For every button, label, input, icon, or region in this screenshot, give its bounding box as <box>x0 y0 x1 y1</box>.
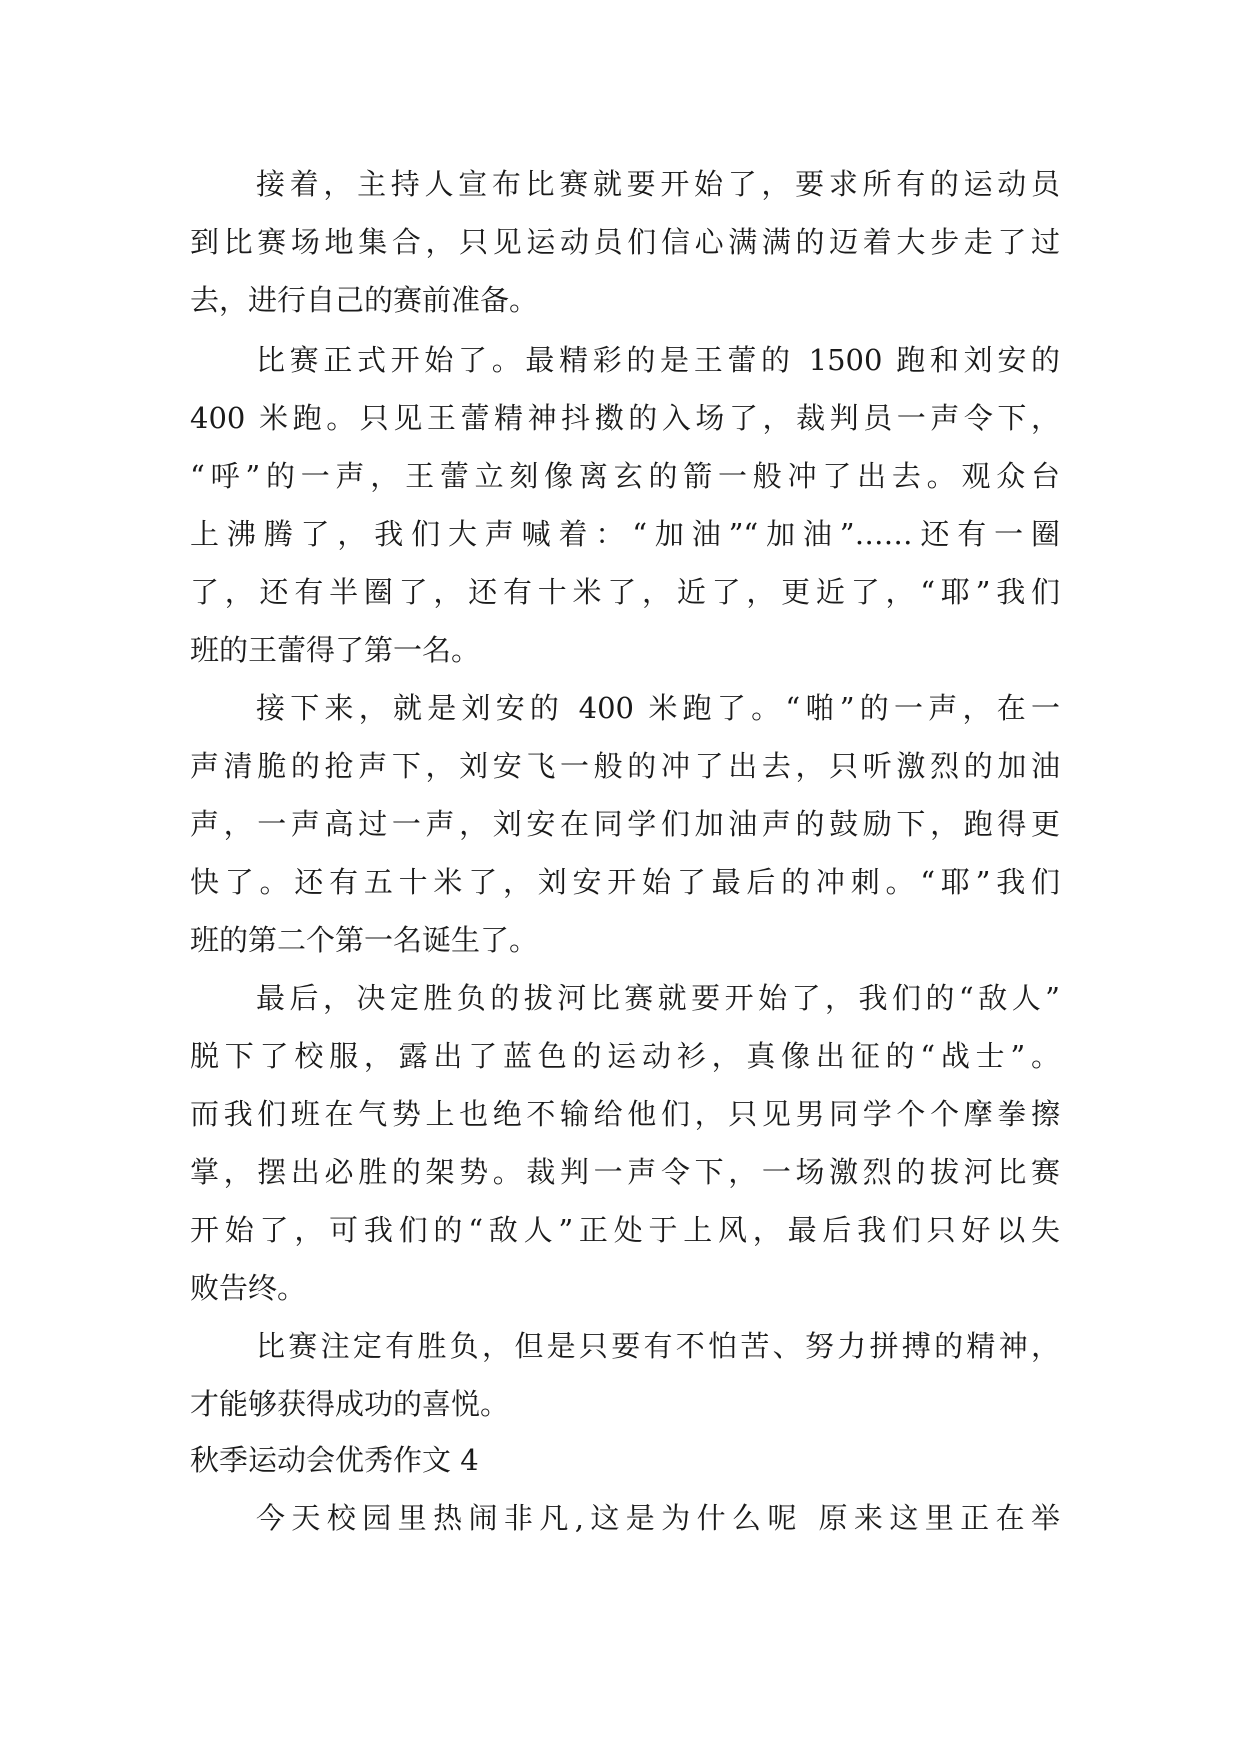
paragraph-line: 败告终。 <box>190 1271 307 1305</box>
paragraph-line: 今天校园里热闹非凡,这是为什么呢 原来这里正在举 <box>256 1501 1060 1535</box>
paragraph-line: 比赛注定有胜负，但是只要有不怕苦、努力拼搏的精神， <box>256 1329 1060 1363</box>
paragraph-line: 比赛正式开始了。最精彩的是王蕾的 1500 跑和刘安的 <box>256 343 1060 377</box>
paragraph-line: 声清脆的抢声下，刘安飞一般的冲了出去，只听激烈的加油 <box>190 749 1060 783</box>
section-heading: 秋季运动会优秀作文 4 <box>190 1443 479 1477</box>
paragraph-line: 了，还有半圈了，还有十米了，近了，更近了，“耶”我们 <box>190 575 1060 609</box>
paragraph-line: 才能够获得成功的喜悦。 <box>190 1387 510 1421</box>
paragraph-line: 接着，主持人宣布比赛就要开始了，要求所有的运动员 <box>256 167 1060 201</box>
paragraph-line: 最后，决定胜负的拔河比赛就要开始了，我们的“敌人” <box>256 981 1060 1015</box>
paragraph-line: 而我们班在气势上也绝不输给他们，只见男同学个个摩拳擦 <box>190 1097 1060 1131</box>
paragraph-line: 声，一声高过一声，刘安在同学们加油声的鼓励下，跑得更 <box>190 807 1060 841</box>
paragraph-line: 到比赛场地集合，只见运动员们信心满满的迈着大步走了过 <box>190 225 1060 259</box>
paragraph-line: 上沸腾了，我们大声喊着：“加油”“加油”……还有一圈 <box>190 517 1060 551</box>
paragraph-line: 去，进行自己的赛前准备。 <box>190 283 539 317</box>
paragraph-line: 400 米跑。只见王蕾精神抖擞的入场了，裁判员一声令下， <box>190 401 1060 435</box>
paragraph-line: 掌，摆出必胜的架势。裁判一声令下，一场激烈的拔河比赛 <box>190 1155 1060 1189</box>
paragraph-line: 班的第二个第一名诞生了。 <box>190 923 539 957</box>
paragraph-line: 接下来，就是刘安的 400 米跑了。“啪”的一声，在一 <box>256 691 1060 725</box>
paragraph-line: 快了。还有五十米了，刘安开始了最后的冲刺。“耶”我们 <box>190 865 1060 899</box>
paragraph-line: 开始了，可我们的“敌人”正处于上风，最后我们只好以失 <box>190 1213 1060 1247</box>
paragraph-line: 脱下了校服，露出了蓝色的运动衫，真像出征的“战士”。 <box>190 1039 1060 1073</box>
paragraph-line: 班的王蕾得了第一名。 <box>190 633 481 667</box>
paragraph-line: “呼”的一声，王蕾立刻像离玄的箭一般冲了出去。观众台 <box>190 459 1060 493</box>
